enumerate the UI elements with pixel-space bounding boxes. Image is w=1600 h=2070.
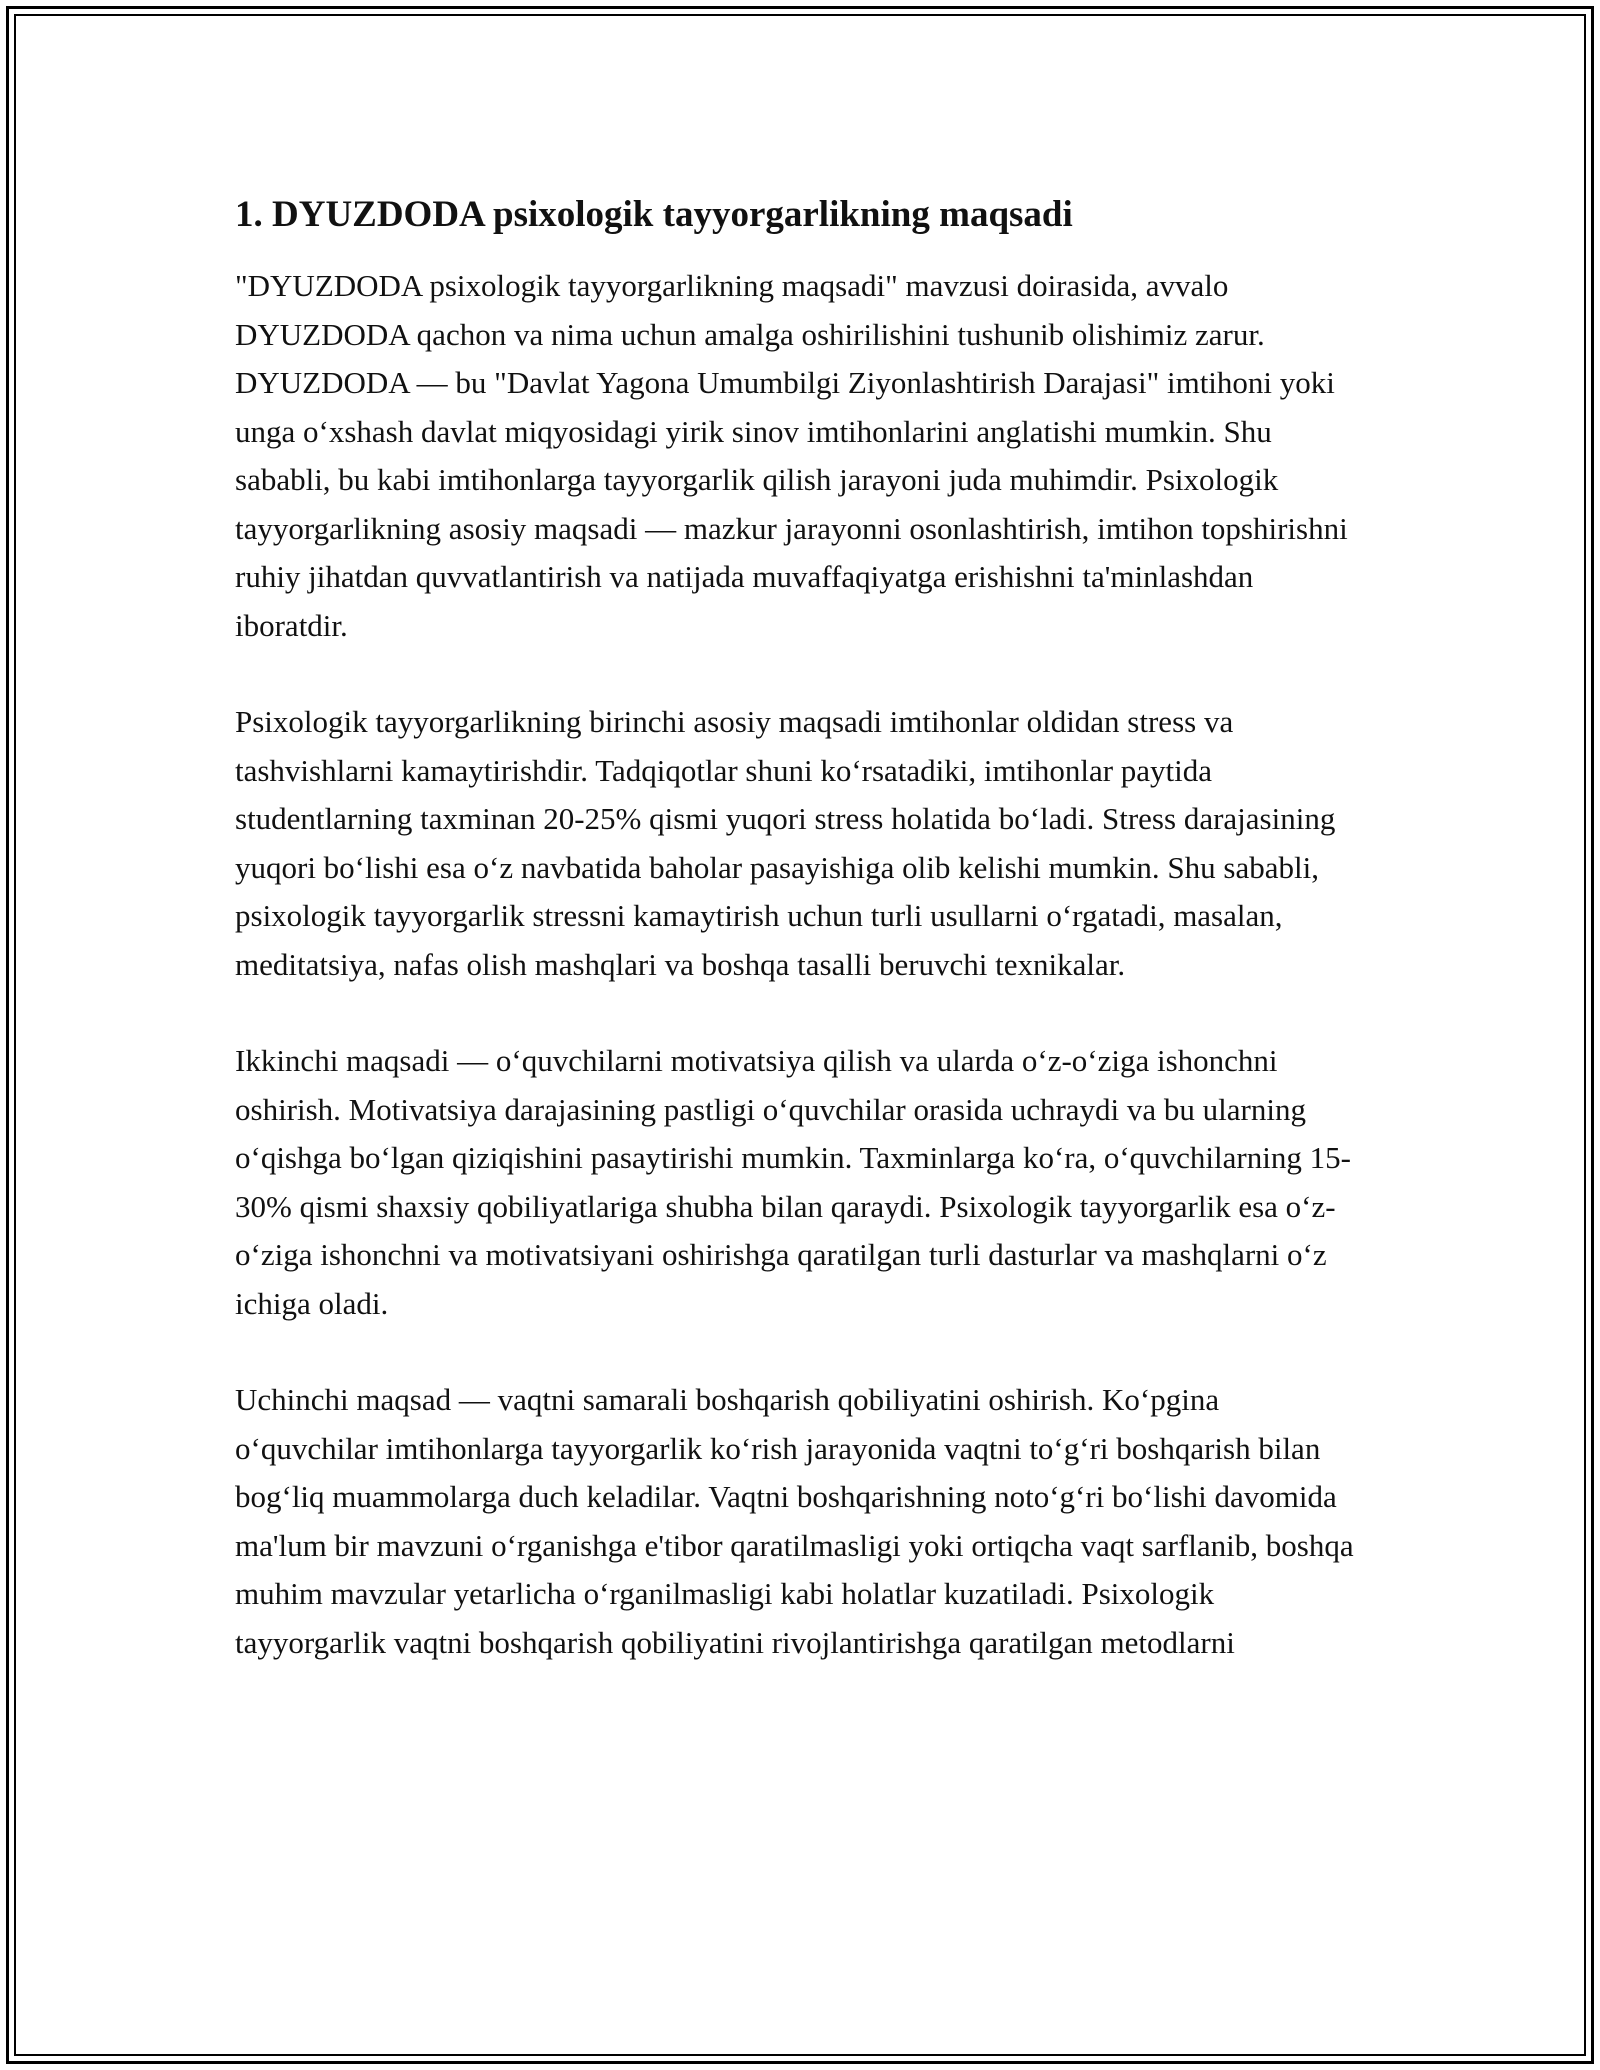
paragraph-2: Psixologik tayyorgarlikning birinchi asosiy maqsadi imtihonlar oldidan stress va tashvishlarni kamaytirishdir. Tadqiqotlar shuni koʻrsatadiki, imtihonlar paytida studentlarning taxminan 20-25% qismi yuqori stress holatida boʻladi. Stress darajasining yuqori boʻlishi esa oʻz navbatida baholar pasayishiga olib kelishi mumkin. Shu sababli, psixologik tayyorgarlik stressni kamaytirish uchun turli usullarni oʻrgatadi, masalan, meditatsiya, nafas olish mashqlari va boshqa tasalli beruvchi texnikalar. — [235, 704, 1336, 982]
document-body — [235, 190, 1365, 1715]
paragraph-3: Ikkinchi maqsadi — oʻquvchilarni motivatsiya qilish va ularda oʻz-oʻziga ishonchni oshirish. Motivatsiya darajasining pastligi oʻquvchilar orasida uchraydi va bu ularning oʻqishga boʻlgan qiziqishini pasaytirishi mumkin. Taxminlarga koʻra, oʻquvchilarning 15-30% qismi shaxsiy qobiliyatlariga shubha bilan qaraydi. Psixologik tayyorgarlik esa oʻz-oʻziga ishonchni va motivatsiyani oshirishga qaratilgan turli dasturlar va mashqlarni oʻz ichiga oladi. — [235, 1043, 1351, 1321]
paragraph-1: "DYUZDODA psixologik tayyorgarlikning maqsadi" mavzusi doirasida, avvalo DYUZDODA qachon va nima uchun amalga oshirilishini tushunib olishimiz zarur. DYUZDODA — bu "Davlat Yagona Umumbilgi Ziyonlashtirish Darajasi" imtihoni yoki unga oʻxshash davlat miqyosidagi yirik sinov imtihonlarini anglatishi mumkin. Shu sababli, bu kabi imtihonlarga tayyorgarlik qilish jarayoni juda muhimdir. Psixologik tayyorgarlikning asosiy maqsadi — mazkur jarayonni osonlashtirish, imtihon topshirishni ruhiy jihatdan quvvatlantirish va natijada muvaffaqiyatga erishishni ta'minlashdan iboratdir. — [235, 268, 1348, 643]
paragraph-4: Uchinchi maqsad — vaqtni samarali boshqarish qobiliyatini oshirish. Koʻpgina oʻquvchilar imtihonlarga tayyorgarlik koʻrish jarayonida vaqtni toʻgʻri boshqarish bilan bogʻliq muammolarga duch keladilar. Vaqtni boshqarishning notoʻgʻri boʻlishi davomida ma'lum bir mavzuni oʻrganishga e'tibor qaratilmasligi yoki ortiqcha vaqt sarflanib, boshqa muhim mavzular yetarlicha oʻrganilmasligi kabi holatlar kuzatiladi. Psixologik tayyorgarlik vaqtni boshqarish qobiliyatini rivojlantirishga qaratilgan metodlarni — [235, 1382, 1354, 1660]
section-heading: 1. DYUZDODA psixologik tayyorgarlikning maqsadi — [235, 194, 1073, 235]
